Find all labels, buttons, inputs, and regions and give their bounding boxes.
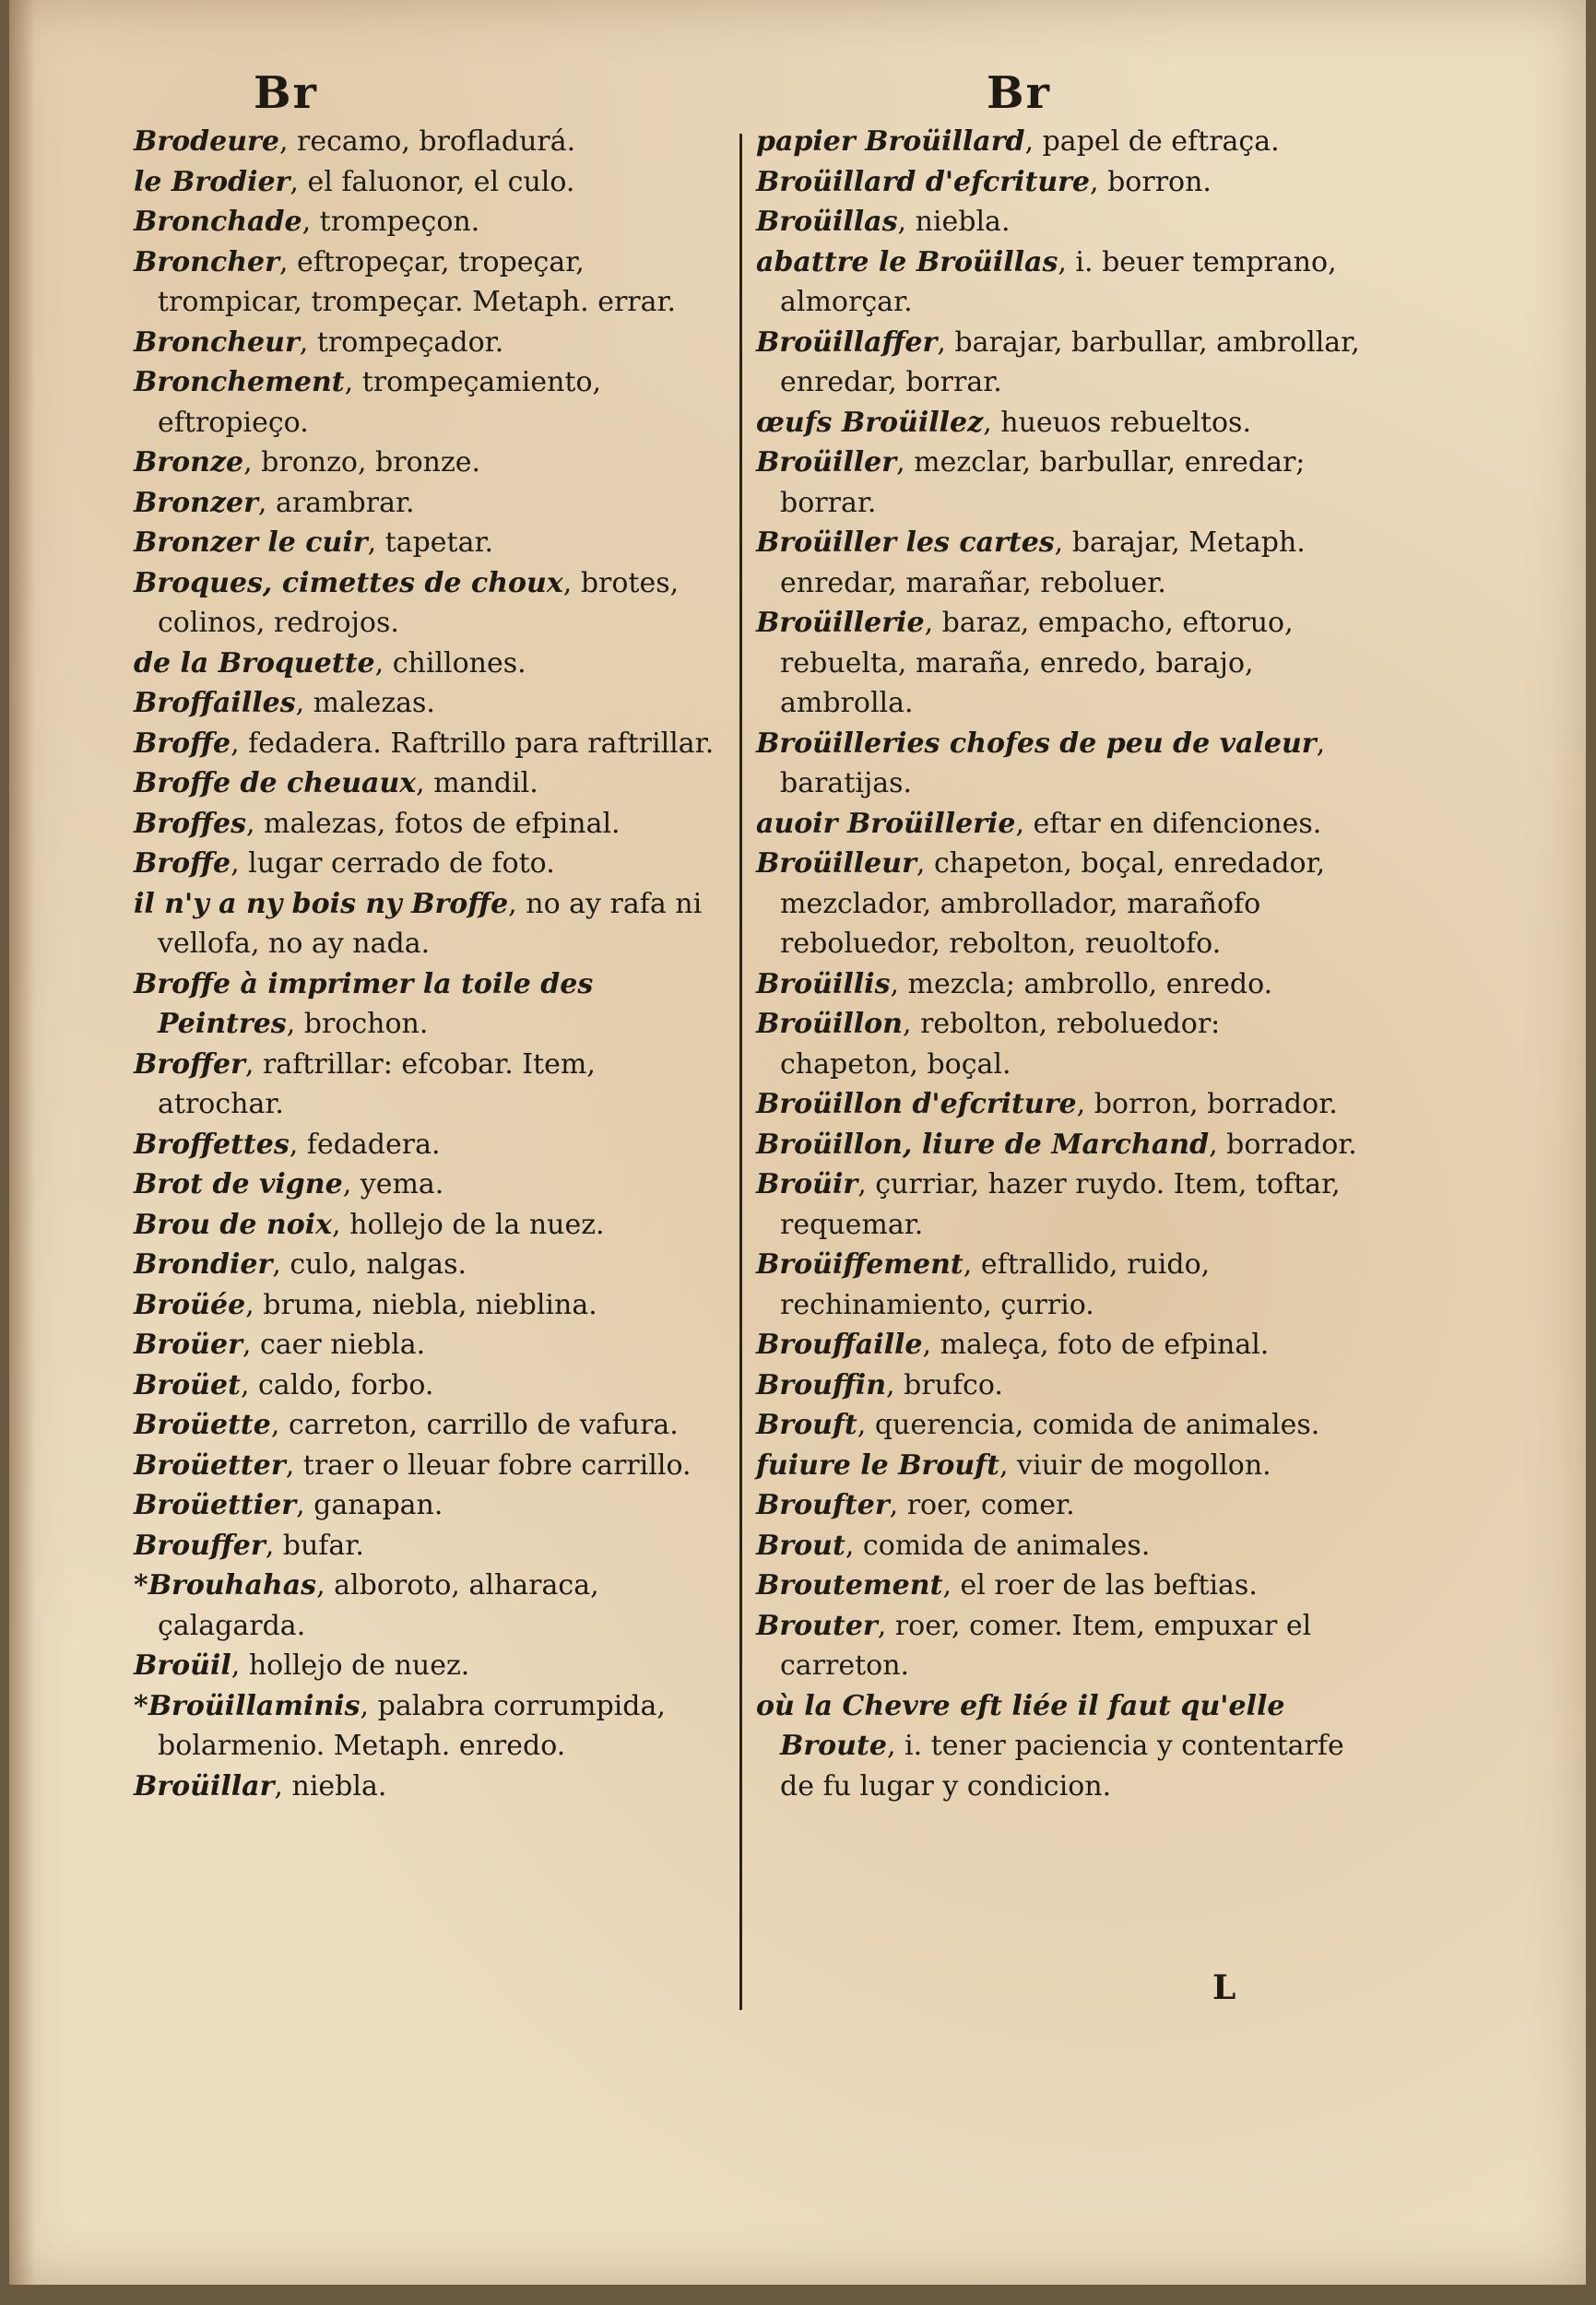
- dictionary-entry: [756, 964, 1365, 1005]
- dictionary-entry: [134, 1646, 724, 1686]
- dictionary-entry: [134, 323, 724, 363]
- entry-term: Brodeure: [134, 125, 279, 158]
- entry-term: Brot de vigne: [134, 1168, 343, 1200]
- entry-term: Broüillaffer: [756, 325, 938, 359]
- entry-definition: , arambrar.: [257, 486, 415, 519]
- dictionary-entry: [134, 1485, 724, 1526]
- entry-definition: , brotes, colinos, redrojos.: [158, 566, 680, 639]
- entry-term: Bronchement: [134, 366, 345, 398]
- entry-term: où la Chevre eft liée il faut qu'elle Broute: [756, 1689, 1285, 1762]
- dictionary-entry: [756, 443, 1365, 523]
- entry-term: Brou de noix: [134, 1208, 333, 1241]
- dictionary-entry: [134, 644, 724, 684]
- dictionary-entry: [134, 483, 724, 524]
- entry-term: Broüillas: [756, 206, 898, 238]
- entry-definition: , culo, nalgas.: [272, 1248, 467, 1281]
- entry-term: Broutement: [756, 1569, 943, 1602]
- entry-definition: , eftropeçar, tropeçar, trompicar, trompeçar. Metaph. errar.: [158, 245, 677, 318]
- dictionary-entry: [134, 1686, 724, 1767]
- entry-term: Broüillon d'efcriture: [756, 1088, 1077, 1120]
- dictionary-entry: [756, 1004, 1365, 1084]
- left-entry-list: [134, 122, 724, 1806]
- dictionary-entry: [756, 202, 1365, 242]
- entry-definition: , borrador.: [1209, 1128, 1357, 1161]
- dictionary-entry: [756, 804, 1365, 845]
- entry-definition: , fedadera. Raftrillo para raftrillar.: [231, 727, 715, 760]
- entry-term: Broüillard d'efcriture: [756, 165, 1091, 198]
- dictionary-entry: [134, 1325, 724, 1365]
- dictionary-entry: [756, 1245, 1365, 1325]
- entry-definition: , barajar, barbullar, ambrollar, enredar, borrar.: [780, 325, 1360, 398]
- entry-term: Broüiller: [756, 446, 897, 479]
- page-fold-shadow: [9, 0, 35, 2285]
- entry-term: Broüer: [134, 1329, 242, 1361]
- entry-term: Bronzer: [134, 486, 258, 519]
- entry-definition: , bufar.: [265, 1529, 364, 1562]
- dictionary-entry: [756, 1446, 1365, 1486]
- entry-term: Broüilleur: [756, 847, 916, 880]
- dictionary-entry: [134, 443, 724, 483]
- entry-term: Broffer: [134, 1047, 245, 1081]
- entry-term: Brouter: [756, 1609, 878, 1642]
- entry-term: Broüiffement: [756, 1248, 964, 1281]
- book-page: [9, 0, 1586, 2285]
- dictionary-entry: [134, 1205, 724, 1246]
- entry-term: œufs Broüillez: [756, 406, 984, 439]
- entry-definition: , mandil.: [416, 767, 538, 799]
- entry-term: Broffettes: [134, 1128, 290, 1161]
- dictionary-entry: [756, 1084, 1365, 1125]
- entry-term: Broüette: [134, 1409, 271, 1441]
- entry-term: Brouffer: [134, 1529, 266, 1562]
- entry-term: Broffe: [134, 727, 231, 760]
- dictionary-entry: [756, 162, 1365, 203]
- entry-definition: , i. tener paciencia y contentarfe de fu lugar y condicion.: [780, 1730, 1344, 1803]
- entry-term: Broüée: [134, 1288, 246, 1321]
- entry-term: Brondier: [134, 1248, 273, 1281]
- dictionary-entry: [134, 1405, 724, 1446]
- entry-term: le Brodier: [134, 165, 290, 198]
- entry-definition: , bruma, niebla, nieblina.: [245, 1288, 597, 1321]
- dictionary-entry: [134, 1526, 724, 1566]
- entry-term: Broufter: [756, 1489, 890, 1521]
- dictionary-entry: [134, 1125, 724, 1165]
- entry-term: Brout: [756, 1529, 845, 1562]
- entry-definition: , hollejo de nuez.: [231, 1649, 470, 1682]
- dictionary-entry: [134, 122, 724, 162]
- entry-definition: , mezclar, barbullar, enredar; borrar.: [780, 446, 1306, 519]
- dictionary-entry: [134, 563, 724, 644]
- left-column: [134, 65, 724, 1806]
- dictionary-entry: [756, 1485, 1365, 1526]
- entry-term: Bronze: [134, 446, 244, 479]
- entry-definition: , borron, borrador.: [1076, 1088, 1338, 1120]
- entry-definition: , el roer de las beftias.: [942, 1569, 1258, 1602]
- dictionary-entry: [134, 242, 724, 323]
- entry-term: Bronchade: [134, 206, 302, 238]
- entry-definition: , niebla.: [897, 206, 1011, 238]
- dictionary-entry: [134, 763, 724, 804]
- dictionary-entry: [756, 724, 1365, 804]
- entry-definition: , ganapan.: [296, 1489, 443, 1521]
- entry-term: Broüillar: [134, 1769, 275, 1803]
- entry-definition: , traer o lleuar fobre carrillo.: [285, 1448, 692, 1482]
- entry-definition: , hueuos rebueltos.: [983, 406, 1251, 439]
- entry-term: Broffe: [134, 847, 231, 880]
- entry-definition: , eftar en difenciones.: [1015, 807, 1322, 840]
- entry-term: de la Broquette: [134, 646, 375, 680]
- entry-definition: , alboroto, alharaca, çalagarda.: [158, 1569, 599, 1642]
- entry-definition: , baraz, empacho, eftoruo, rebuelta, maraña, enredo, barajo, ambrolla.: [780, 607, 1294, 719]
- dictionary-entry: [134, 1767, 724, 1807]
- left-column-header: Br: [254, 67, 318, 119]
- entry-term: *Brouhahas: [134, 1569, 317, 1602]
- entry-definition: , lugar cerrado de foto.: [231, 847, 555, 880]
- dictionary-entry: [756, 1405, 1365, 1446]
- dictionary-entry: [134, 1365, 724, 1406]
- entry-term: auoir Broüillerie: [756, 807, 1016, 840]
- dictionary-entry: [134, 804, 724, 845]
- entry-definition: , mezcla; ambrollo, enredo.: [890, 967, 1273, 1000]
- entry-definition: , çurriar, hazer ruydo. Item, toftar, requemar.: [780, 1168, 1341, 1241]
- signature-mark: L: [1212, 1968, 1236, 2007]
- entry-term: Brouft: [756, 1409, 857, 1441]
- dictionary-entry: [756, 1606, 1365, 1686]
- entry-definition: , chapeton, boçal, enredador, mezclador, ambrollador, marañofo reboluedor, rebolton, reuoltofo.: [780, 847, 1326, 960]
- entry-term: Broüillerie: [756, 607, 925, 639]
- dictionary-entry: [756, 1325, 1365, 1365]
- entry-definition: , yema.: [342, 1168, 444, 1200]
- entry-term: Broncher: [134, 245, 279, 278]
- dictionary-entry: [134, 362, 724, 443]
- entry-definition: , el faluonor, el culo.: [290, 165, 575, 198]
- entry-definition: , niebla.: [274, 1769, 387, 1803]
- dictionary-entry: [134, 724, 724, 764]
- entry-term: Broüettier: [134, 1489, 297, 1521]
- entry-definition: , malezas, fotos de efpinal.: [245, 807, 621, 840]
- dictionary-entry: [756, 1566, 1365, 1606]
- entry-term: Broffailles: [134, 687, 296, 719]
- entry-definition: , trompeçamiento, eftropieço.: [158, 366, 602, 439]
- right-column-header: Br: [987, 67, 1051, 119]
- entry-term: Broüetter: [134, 1448, 286, 1482]
- dictionary-entry: [134, 162, 724, 203]
- entry-term: Broüillon, liure de Marchand: [756, 1128, 1210, 1161]
- entry-definition: , rebolton, reboluedor: chapeton, boçal.: [780, 1008, 1221, 1081]
- entry-term: Broüil: [134, 1649, 231, 1682]
- entry-term: Bronzer le cuir: [134, 526, 368, 559]
- entry-definition: , papel de eftraça.: [1024, 125, 1280, 158]
- entry-term: Brouffaille: [756, 1329, 923, 1361]
- entry-definition: , querencia, comida de animales.: [857, 1409, 1320, 1441]
- entry-term: Broques, cimettes de choux: [134, 566, 563, 599]
- dictionary-entry: [756, 242, 1365, 323]
- entry-definition: , i. beuer temprano, almorçar.: [780, 245, 1337, 318]
- entry-definition: , recamo, brofladurá.: [278, 125, 576, 158]
- dictionary-entry: [756, 523, 1365, 603]
- dictionary-entry: [134, 1164, 724, 1205]
- entry-term: Broffe de cheuaux: [134, 767, 417, 799]
- entry-definition: , palabra corrumpida, bolarmenio. Metaph. enredo.: [158, 1689, 666, 1762]
- dictionary-entry: [756, 1365, 1365, 1406]
- entry-term: Broüillis: [756, 967, 891, 1000]
- entry-term: Broüilleries chofes de peu de valeur: [756, 727, 1317, 760]
- dictionary-entry: [134, 844, 724, 884]
- entry-definition: , fedadera.: [289, 1128, 441, 1161]
- dictionary-entry: [134, 1285, 724, 1326]
- entry-definition: , roer, comer.: [889, 1489, 1075, 1521]
- dictionary-entry: [134, 1245, 724, 1285]
- dictionary-entry: [134, 683, 724, 724]
- dictionary-entry: [756, 603, 1365, 724]
- right-entry-list: [756, 122, 1365, 1806]
- dictionary-entry: [134, 523, 724, 563]
- entry-definition: , brochon.: [286, 1008, 429, 1040]
- entry-definition: , chillones.: [374, 646, 526, 680]
- entry-definition: , caer niebla.: [242, 1329, 426, 1361]
- entry-definition: , borron.: [1090, 165, 1212, 198]
- dictionary-entry: [756, 1164, 1365, 1245]
- entry-definition: , tapetar.: [367, 526, 494, 559]
- entry-term: Broüir: [756, 1168, 858, 1200]
- entry-definition: , baratijas.: [780, 727, 1326, 799]
- entry-definition: , caldo, forbo.: [240, 1368, 434, 1401]
- entry-definition: , trompeçon.: [301, 206, 480, 238]
- entry-term: *Broüillaminis: [134, 1689, 361, 1722]
- entry-term: Broüillon: [756, 1008, 903, 1040]
- dictionary-entry: [756, 1125, 1365, 1165]
- entry-definition: , viuir de mogollon.: [999, 1448, 1271, 1482]
- dictionary-entry: [134, 964, 724, 1045]
- dictionary-entry: [756, 122, 1365, 162]
- entry-definition: , barajar, Metaph. enredar, marañar, reboluer.: [780, 526, 1306, 599]
- entry-term: il n'y a ny bois ny Broffe: [134, 887, 509, 920]
- entry-definition: , no ay rafa ni vellofa, no ay nada.: [158, 887, 703, 960]
- entry-definition: , eftrallido, ruido, rechinamiento, çurrio.: [780, 1248, 1211, 1321]
- dictionary-entry: [134, 884, 724, 964]
- dictionary-entry: [756, 1526, 1365, 1566]
- dictionary-entry: [134, 1045, 724, 1125]
- entry-term: Broüet: [134, 1368, 241, 1401]
- right-column: [756, 65, 1365, 1806]
- dictionary-entry: [134, 1566, 724, 1646]
- dictionary-entry: [134, 202, 724, 242]
- entry-term: abattre le Broüillas: [756, 245, 1058, 278]
- entry-definition: , raftrillar: efcobar. Item, atrochar.: [158, 1047, 596, 1120]
- entry-term: papier Broüillard: [756, 125, 1025, 158]
- entry-definition: , brufco.: [886, 1368, 1003, 1401]
- dictionary-entry: [134, 1446, 724, 1486]
- entry-term: Broffe à imprimer la toile des Peintres: [134, 967, 594, 1040]
- entry-definition: , comida de animales.: [845, 1529, 1151, 1562]
- column-divider: [739, 134, 742, 2010]
- entry-term: fuiure le Brouft: [756, 1448, 999, 1482]
- entry-definition: , bronzo, bronze.: [243, 446, 481, 479]
- entry-definition: , malezas.: [295, 687, 435, 719]
- entry-definition: , maleça, foto de efpinal.: [922, 1329, 1270, 1361]
- entry-definition: , carreton, carrillo de vafura.: [270, 1409, 679, 1441]
- entry-definition: , hollejo de la nuez.: [332, 1208, 605, 1241]
- entry-term: Broncheur: [134, 325, 300, 359]
- dictionary-entry: [756, 403, 1365, 443]
- dictionary-entry: [756, 1686, 1365, 1807]
- entry-term: Broffes: [134, 807, 246, 840]
- dictionary-entry: [756, 323, 1365, 403]
- entry-term: Broüiller les cartes: [756, 526, 1055, 559]
- entry-term: Brouffin: [756, 1368, 887, 1401]
- entry-definition: , roer, comer. Item, empuxar el carreton.: [780, 1609, 1312, 1682]
- dictionary-entry: [756, 844, 1365, 964]
- entry-definition: , trompeçador.: [299, 325, 504, 359]
